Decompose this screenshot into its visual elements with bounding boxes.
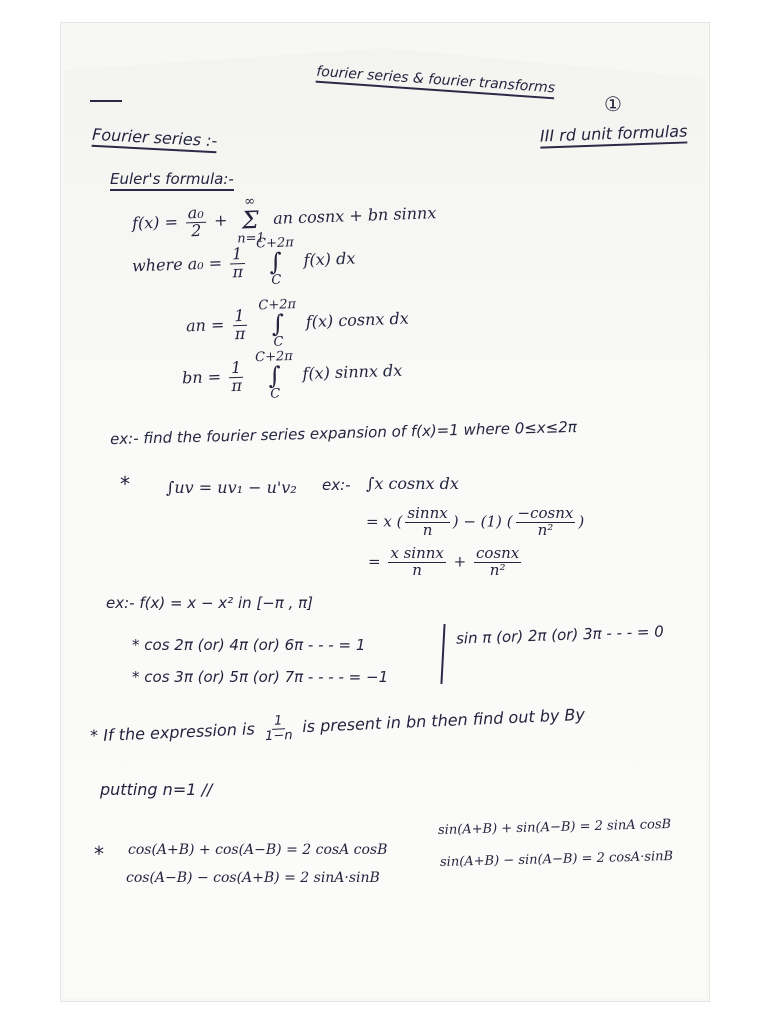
integral-symbol: ∫ bbox=[268, 247, 283, 277]
an-integrand: f(x) cosnx dx bbox=[305, 308, 410, 332]
step2-frac2-num: cosnx bbox=[476, 544, 520, 562]
step1-frac2-num: −cosnx bbox=[517, 504, 574, 522]
cos-sum-identity: cos(A+B) + cos(A−B) = 2 cosA cosB bbox=[128, 842, 388, 858]
int-lower: C bbox=[269, 386, 281, 402]
int-upper: C+2π bbox=[254, 348, 294, 366]
integral-symbol: ∫ bbox=[271, 309, 285, 338]
bn-integrand: f(x) sinnx dx bbox=[302, 360, 403, 384]
uv-integral: ∫x cosnx dx bbox=[366, 474, 459, 493]
unit-label: III rd unit formulas bbox=[540, 121, 688, 148]
sin-fact: sin π (or) 2π (or) 3π - - - = 0 bbox=[455, 622, 665, 648]
an-integral bbox=[258, 298, 297, 349]
int-upper: C+2π bbox=[258, 297, 297, 314]
a0-coef bbox=[230, 243, 246, 281]
integral-symbol: ∫ bbox=[267, 361, 282, 390]
note-frac-den: 1−n bbox=[264, 727, 293, 744]
step1-eq: = x bbox=[366, 512, 392, 531]
sin-sum-identity: sin(A+B) + sin(A−B) = 2 sinA cosB bbox=[437, 816, 672, 839]
a0-integral bbox=[256, 236, 295, 287]
int-lower: C bbox=[273, 334, 284, 350]
sum-upper: ∞ bbox=[244, 194, 256, 210]
an-formula bbox=[185, 294, 409, 352]
step1-mid: − (1) bbox=[463, 512, 502, 531]
section-heading: Fourier series :- bbox=[92, 125, 218, 154]
step1-frac1-num: sinnx bbox=[407, 504, 448, 522]
margin-dash bbox=[90, 100, 122, 102]
cos-even-fact: * cos 2π (or) 4π (or) 6π - - - = 1 bbox=[132, 636, 366, 654]
example1-text: ex:- find the fourier series expansion of f(x)=1 where 0≤x≤2π bbox=[109, 417, 578, 449]
step2-frac2-den: n² bbox=[489, 560, 506, 579]
step2-frac1 bbox=[388, 546, 446, 579]
bn-coef-den: π bbox=[231, 375, 243, 395]
expression-note-line2: putting n=1 // bbox=[100, 780, 213, 799]
a0-fraction bbox=[185, 204, 206, 239]
step2-eq: = bbox=[368, 552, 381, 571]
an-lhs: an = bbox=[185, 315, 225, 336]
an-coef-den: π bbox=[234, 323, 246, 343]
a0-coef-num: 1 bbox=[230, 246, 245, 264]
sum-lower: n=1 bbox=[236, 230, 266, 247]
a0-formula bbox=[131, 230, 356, 292]
uv-star: * bbox=[120, 472, 130, 496]
bn-formula bbox=[181, 346, 403, 404]
step1-frac1 bbox=[405, 506, 449, 539]
uv-rule: ∫uv = uv₁ − u'v₂ bbox=[166, 478, 297, 497]
note-fraction bbox=[262, 714, 295, 744]
uv-step1: = x ( $\frac{\text{sinnx}}{n}$ ) − (1) ( $\frac{\text{−cosnx}}{\text{n²}}$ ) bbox=[366, 504, 585, 539]
sum-terms: an cosnx + bn sinnx bbox=[272, 203, 437, 228]
euler-heading: Euler's formula:- bbox=[110, 170, 234, 191]
step1-frac2-den: n² bbox=[537, 520, 554, 539]
note-prefix: * If the expression is bbox=[89, 719, 256, 746]
where-label: where bbox=[131, 254, 183, 276]
step1-frac1-den: n bbox=[422, 520, 433, 539]
uv-example-label: ex:- bbox=[322, 476, 351, 494]
page-number: ① bbox=[604, 92, 622, 116]
sin-diff-identity: sin(A+B) − sin(A−B) = 2 cosA·sinB bbox=[439, 848, 674, 871]
step2-plus: + bbox=[453, 552, 467, 571]
uv-step2 bbox=[368, 546, 524, 579]
bn-lhs: bn = bbox=[181, 366, 222, 388]
step2-frac1-den: n bbox=[412, 560, 422, 579]
a0-den: 2 bbox=[190, 220, 202, 240]
bn-coef-num: 1 bbox=[229, 359, 244, 377]
plus-sign: + bbox=[213, 210, 228, 230]
a0-integrand: f(x) dx bbox=[303, 248, 356, 270]
step1-frac2 bbox=[516, 506, 576, 539]
an-coef-num: 1 bbox=[232, 307, 247, 325]
cos-diff-identity: cos(A−B) − cos(A+B) = 2 sinA·sinB bbox=[126, 870, 380, 886]
a0-coef-den: π bbox=[232, 261, 244, 281]
example2-text: ex:- f(x) = x − x² in [−π , π] bbox=[106, 594, 314, 612]
note-frac-num: 1 bbox=[272, 714, 285, 729]
trig-star: * bbox=[94, 842, 104, 866]
a0-lhs: a₀ = bbox=[187, 253, 223, 274]
a0-num: a₀ bbox=[185, 204, 206, 222]
bn-coef bbox=[229, 359, 245, 394]
step2-frac2 bbox=[474, 546, 521, 579]
note-suffix: is present in bn then find out by By bbox=[301, 704, 586, 737]
int-upper: C+2π bbox=[255, 235, 295, 252]
an-coef bbox=[232, 307, 248, 342]
sigma-symbol: Σ bbox=[241, 205, 260, 235]
cos-odd-fact: * cos 3π (or) 5π (or) 7π - - - - = −1 bbox=[132, 668, 389, 686]
page-title: fourier series & fourier transforms bbox=[316, 64, 556, 100]
bn-integral bbox=[255, 350, 294, 401]
euler-lhs: f(x) = bbox=[131, 212, 179, 233]
step2-frac1-num: x sinnx bbox=[390, 544, 444, 562]
int-lower: C bbox=[271, 272, 282, 289]
